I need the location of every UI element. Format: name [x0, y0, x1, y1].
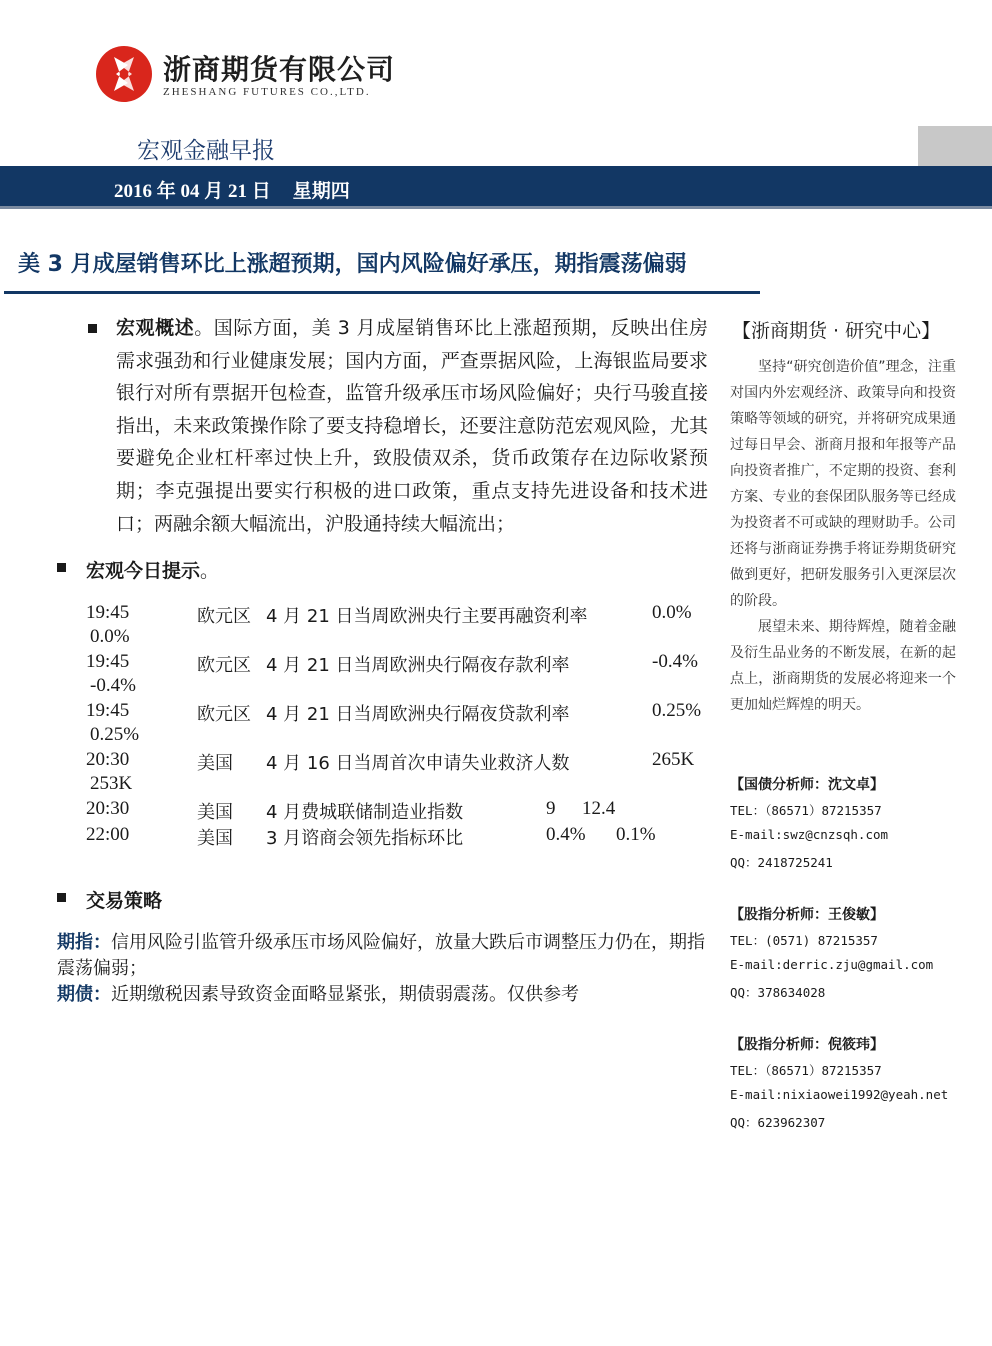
overview-label: 宏观概述 — [116, 317, 195, 339]
event-region: 欧元区 — [197, 655, 251, 676]
event-region: 欧元区 — [197, 606, 251, 627]
strategy-text: 近期缴税因素导致资金面略显紧张，期债弱震荡。仅供参考 — [111, 984, 579, 1005]
event-value: 0.25% — [652, 700, 702, 721]
event-name: 3 月谘商会领先指标环比 — [266, 828, 464, 849]
analyst-tel: TEL：（86571）87215357 — [730, 803, 882, 818]
event-time: 20:30 — [86, 798, 130, 819]
event-value: 12.4 — [582, 798, 616, 819]
date-bar-shadow — [0, 206, 992, 209]
report-date — [114, 176, 372, 203]
event-region: 美国 — [197, 802, 233, 823]
company-intro — [730, 354, 956, 718]
event-value: 0.0% — [652, 602, 692, 623]
event-time: 19:45 — [86, 602, 130, 623]
zheshang-logo-icon — [95, 45, 153, 103]
company-name-cn: 浙商期货有限公司 — [163, 53, 396, 86]
analyst-email[interactable]: E-mail:derric.zju@gmail.com — [730, 957, 934, 972]
analyst-qq: QQ：2418725241 — [730, 855, 833, 870]
event-value: 0.0% — [90, 626, 130, 647]
analyst-title: 【国债分析师：沈文卓】 — [730, 777, 884, 793]
event-region: 美国 — [197, 753, 233, 774]
strategy-label: 期指： — [57, 932, 111, 953]
calendar-title-suffix: 。 — [200, 560, 220, 582]
analyst-title: 【股指分析师：王俊敏】 — [730, 907, 884, 923]
event-value: -0.4% — [90, 675, 136, 696]
header-gray-block — [918, 126, 992, 166]
analyst-email[interactable]: E-mail:nixiaowei1992@yeah.net — [730, 1087, 949, 1102]
strategy-text: 信用风险引监管升级承压市场风险偏好，放量大跌后市调整压力仍在，期指震荡偏弱； — [57, 932, 705, 979]
event-value: -0.4% — [652, 651, 698, 672]
analyst-tel: TEL：(0571) 87215357 — [730, 933, 878, 948]
calendar-title-text: 宏观今日提示 — [86, 560, 201, 582]
event-name: 4 月 21 日当周欧洲央行隔夜贷款利率 — [266, 704, 570, 725]
analyst-qq: QQ：378634028 — [730, 985, 826, 1000]
event-name: 4 月费城联储制造业指数 — [266, 802, 464, 823]
strategy-label: 期债： — [57, 984, 111, 1005]
event-name: 4 月 21 日当周欧洲央行主要再融资利率 — [266, 606, 588, 627]
event-value: 0.4% — [546, 824, 586, 845]
event-value: 253K — [90, 773, 133, 794]
analyst-title: 【股指分析师：倪筱玮】 — [730, 1037, 884, 1053]
event-region: 欧元区 — [197, 704, 251, 725]
event-value: 0.1% — [616, 824, 656, 845]
strategy-body — [57, 930, 709, 1008]
macro-overview — [116, 312, 708, 540]
analyst-tel: TEL：（86571）87215357 — [730, 1063, 882, 1078]
headline: 美 3 月成屋销售环比上涨超预期，国内风险偏好承压，期指震荡偏弱 — [18, 252, 687, 277]
strategy-item — [57, 930, 709, 982]
analyst-qq: QQ：623962307 — [730, 1115, 826, 1130]
report-name: 宏观金融早报 — [137, 138, 275, 164]
strategy-title: 交易策略 — [86, 890, 163, 912]
intro-paragraph: 展望未来、期待辉煌，随着金融及衍生品业务的不断发展，在新的起点上，浙商期货的发展必将迎来一个更加灿烂辉煌的明天。 — [730, 619, 956, 713]
date-value: 2016 年 04 月 21 日 — [114, 181, 271, 202]
event-time: 19:45 — [86, 700, 130, 721]
event-name: 4 月 16 日当周首次申请失业救济人数 — [266, 753, 570, 774]
overview-text: 。国际方面，美 3 月成屋销售环比上涨超预期，反映出住房需求强劲和行业健康发展；国内方面，严查票据风险，上海银监局要求银行对所有票据开包检查，监管升级承压市场风险偏好；央行马骏直接指出，未来政策操作除了要支持稳增长，还要注意防范宏观风险，尤其要避免企业杠杆率过快上升，致股债双杀，货币政策存在边际收紧预期；李克强提出要实行积极的进口政策，重点支持先进设备和技术进口；两融余额大幅流出，沪股通持续大幅流出； — [116, 317, 708, 535]
event-value: 265K — [652, 749, 695, 770]
bullet-square-icon — [88, 324, 97, 333]
bullet-square-icon — [57, 563, 66, 572]
company-name-en: ZHESHANG FUTURES CO.,LTD. — [163, 86, 371, 98]
event-region: 美国 — [197, 828, 233, 849]
strategy-item — [57, 982, 709, 1008]
headline-rule — [4, 291, 760, 294]
research-center-title: 【浙商期货 · 研究中心】 — [732, 320, 941, 342]
event-time: 22:00 — [86, 824, 130, 845]
event-time: 20:30 — [86, 749, 130, 770]
event-time: 19:45 — [86, 651, 130, 672]
intro-paragraph: 坚持“研究创造价值”理念，注重对国内外宏观经济、政策导向和投资策略等领域的研究，并将研究成果通过每日早会、浙商月报和年报等产品向投资者推广，不定期的投资、套利方案、专业的套保团队服务等已经成为投资者不可或缺的理财助手。公司还将与浙商证券携手将证券期货研究做到更好，把研发服务引入更深层次的阶段。 — [730, 359, 956, 609]
event-value: 0.25% — [90, 724, 140, 745]
event-value: 9 — [546, 798, 556, 819]
analyst-email[interactable]: E-mail:swz@cnzsqh.com — [730, 827, 889, 842]
event-name: 4 月 21 日当周欧洲央行隔夜存款利率 — [266, 655, 570, 676]
bullet-square-icon — [57, 893, 66, 902]
calendar-title — [86, 556, 219, 583]
weekday: 星期四 — [292, 181, 350, 202]
